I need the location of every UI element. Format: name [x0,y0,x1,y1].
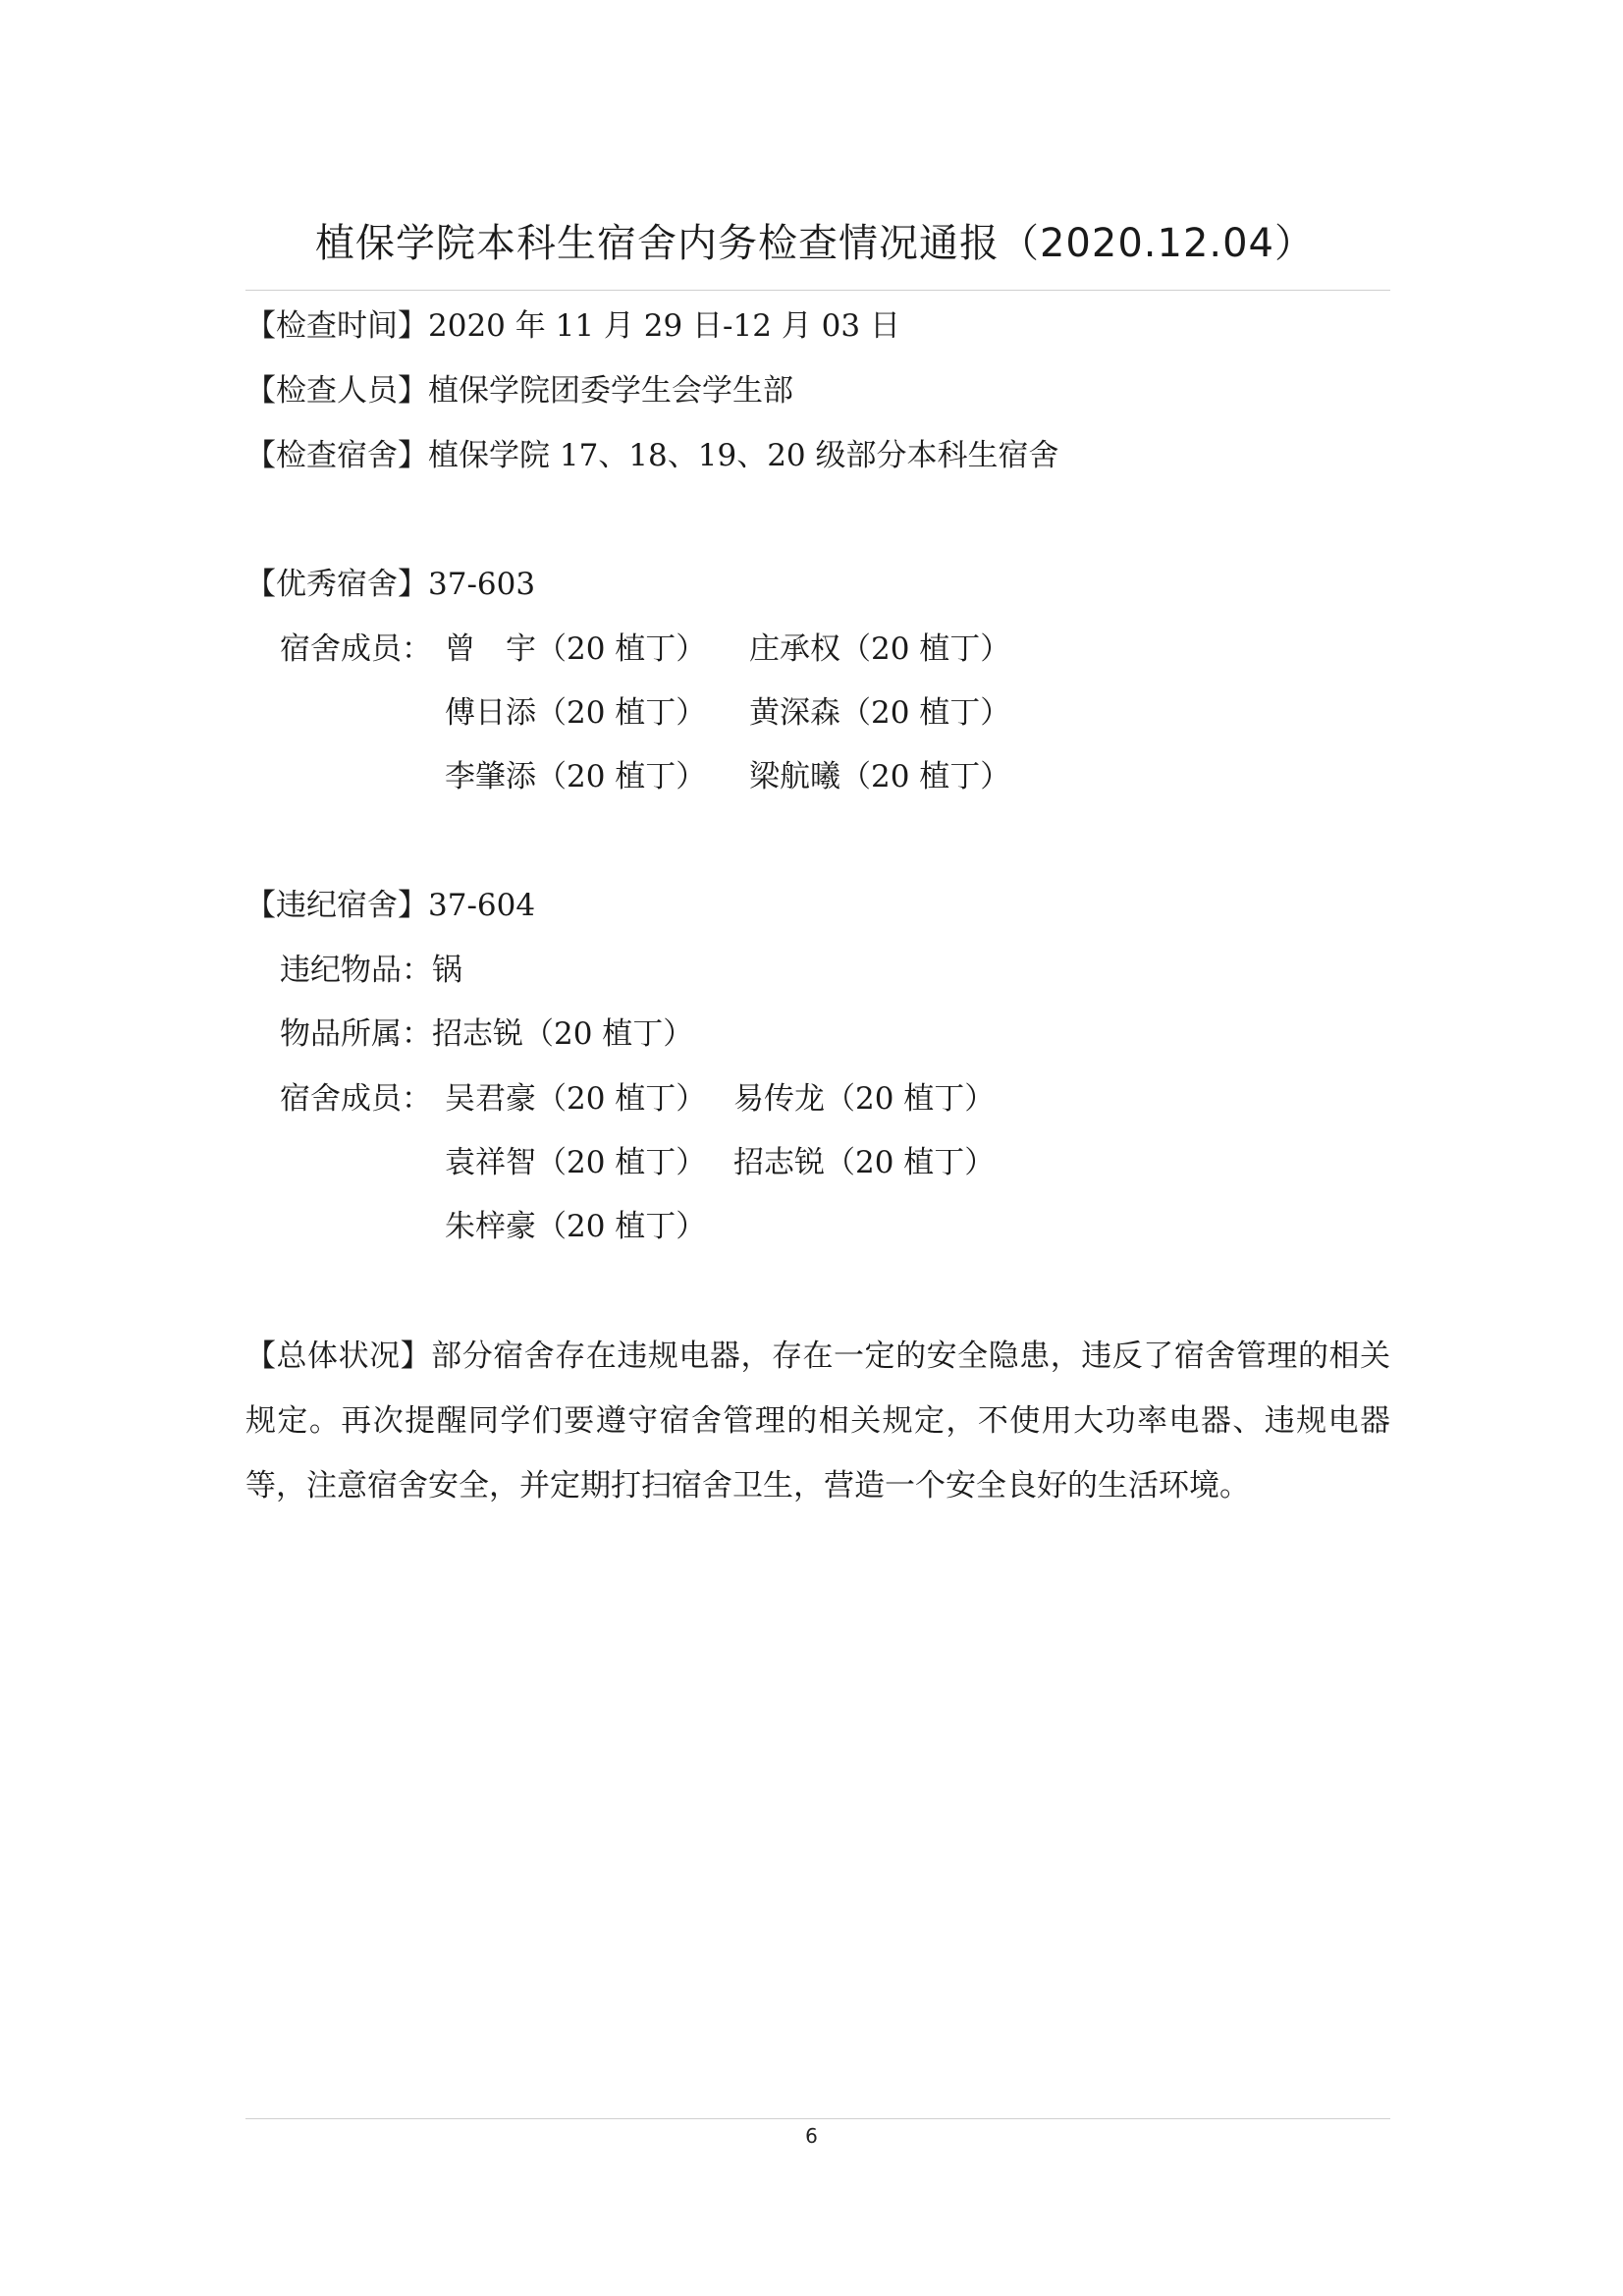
page-number: 6 [805,2124,818,2148]
excellent-member: 庄承权（20 植丁） [749,631,1011,667]
header-divider [245,290,1390,291]
summary-paragraph: 【总体状况】部分宿舍存在违规电器，存在一定的安全隐患，违反了宿舍管理的相关规定。再次提醒同学们要遵守宿舍管理的相关规定，不使用大功率电器、违规电器等，注意宿舍安全，并定期打扫宿舍卫生，营造一个安全良好的生活环境。 [245,1339,1390,1503]
excellent-member: 梁航曦（20 植丁） [749,759,1011,794]
violation-members-label: 宿舍成员： [280,1081,432,1117]
inspected-dorms: 【检查宿舍】植保学院 17、18、19、20 级部分本科生宿舍 [245,438,1059,473]
page-title: 植保学院本科生宿舍内务检查情况通报（2020.12.04） [314,221,1316,266]
violation-member: 吴君豪（20 植丁） [445,1081,707,1117]
excellent-member: 李肇添（20 植丁） [445,759,707,794]
violation-member: 招志锐（20 植丁） [733,1145,996,1180]
violation-member: 袁祥智（20 植丁） [445,1145,707,1180]
excellent-member: 傅日添（20 植丁） [445,695,707,731]
inspection-staff: 【检查人员】植保学院团委学生会学生部 [245,373,793,409]
excellent-member: 曾 宇（20 植丁） [445,631,707,667]
excellent-dorm-header: 【优秀宿舍】37-603 [245,567,536,602]
violation-item: 违纪物品：锅 [280,953,462,988]
violation-dorm-header: 【违纪宿舍】37-604 [245,888,536,923]
violation-owner: 物品所属：招志锐（20 植丁） [280,1016,694,1052]
inspection-time: 【检查时间】2020 年 11 月 29 日-12 月 03 日 [245,308,900,344]
violation-member: 朱梓豪（20 植丁） [445,1209,707,1244]
violation-member: 易传龙（20 植丁） [733,1081,996,1117]
excellent-member: 黄深森（20 植丁） [749,695,1011,731]
excellent-members-label: 宿舍成员： [280,631,432,667]
